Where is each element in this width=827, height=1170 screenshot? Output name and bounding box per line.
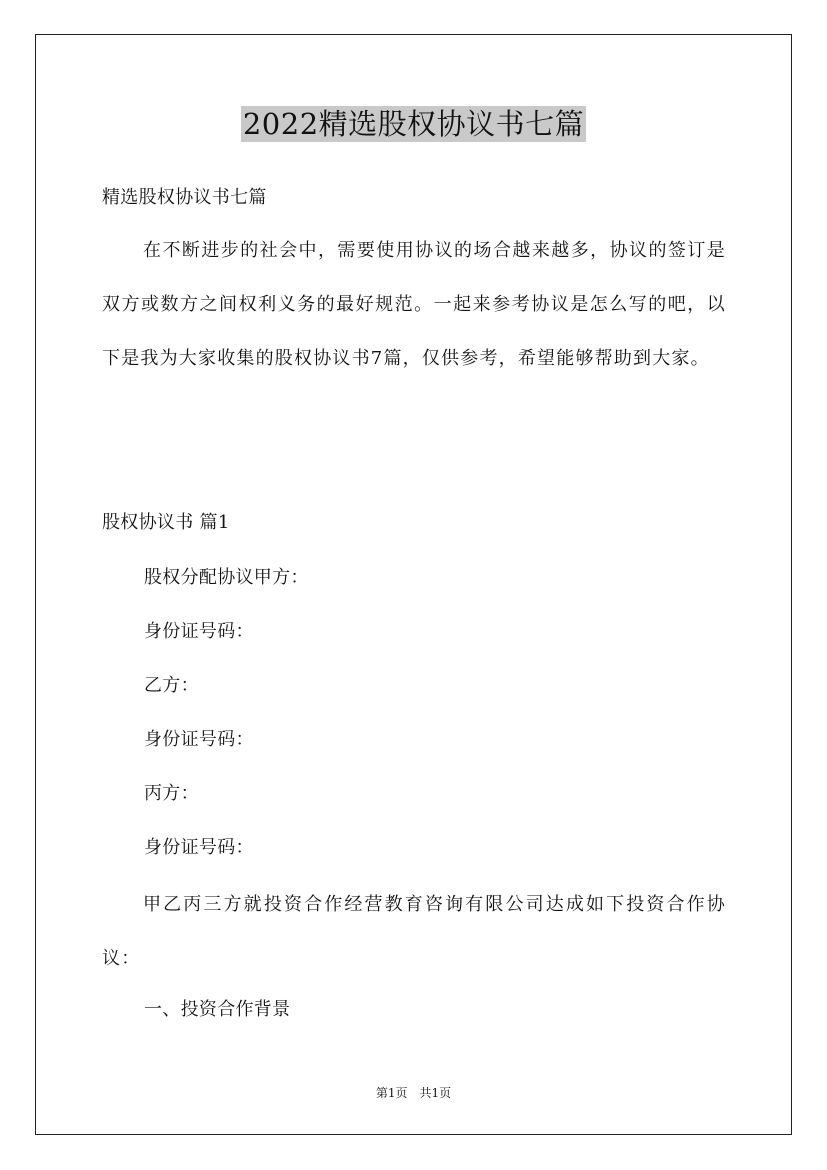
party-a-line: 股权分配协议甲方： bbox=[144, 567, 309, 588]
section-heading: 股权协议书 篇1 bbox=[102, 512, 230, 533]
agreement-paragraph: 甲乙丙三方就投资合作经营教育咨询有限公司达成如下投资合作协议： bbox=[102, 894, 726, 969]
party-c-line: 丙方： bbox=[144, 783, 199, 804]
document-title: 2022精选股权协议书七篇 bbox=[242, 107, 585, 141]
page-footer: 第1页 共1页 bbox=[375, 1086, 452, 1100]
party-b-id-line: 身份证号码： bbox=[144, 729, 254, 750]
document-title-wrap bbox=[0, 102, 827, 143]
subtitle: 精选股权协议书七篇 bbox=[102, 187, 267, 208]
party-a-id-line: 身份证号码： bbox=[144, 621, 254, 642]
intro-paragraph: 在不断进步的社会中，需要使用协议的场合越来越多，协议的签订是双方或数方之间权利义务的最好规范。一起来参考协议是怎么写的吧，以下是我为大家收集的股权协议书7篇，仅供参考，希望能够帮助到大家。 bbox=[102, 240, 726, 369]
party-b-line: 乙方： bbox=[144, 675, 199, 696]
party-c-id-line: 身份证号码： bbox=[144, 837, 254, 858]
clause-heading: 一、投资合作背景 bbox=[144, 999, 291, 1020]
